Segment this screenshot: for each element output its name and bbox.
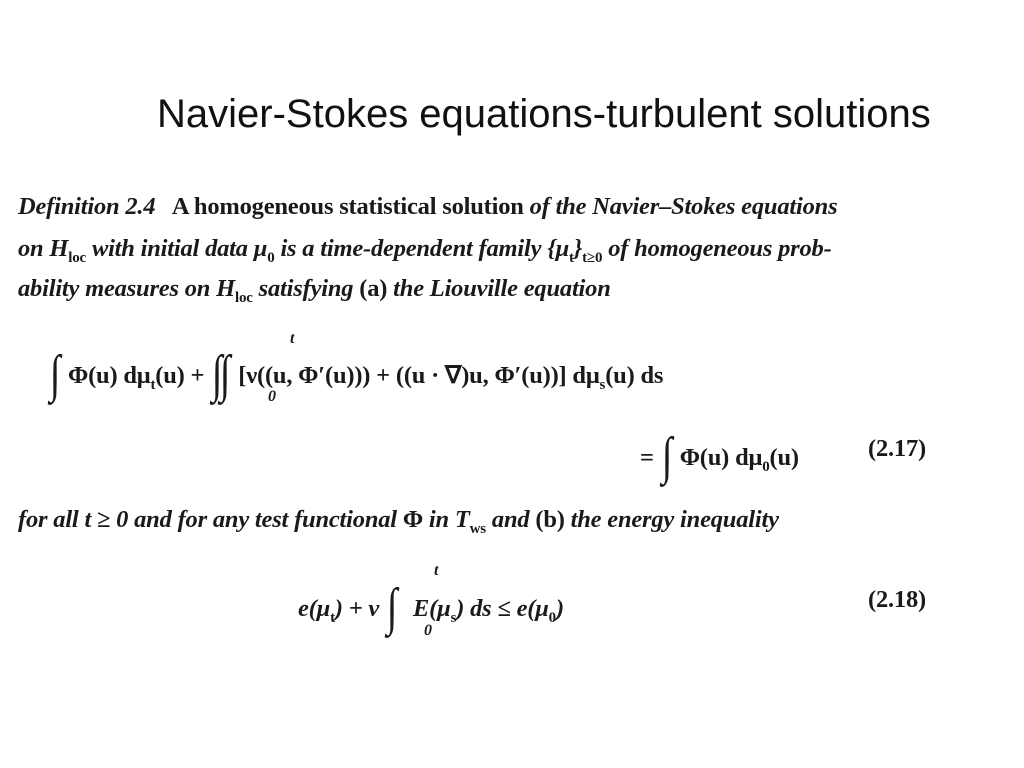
subscript: loc xyxy=(235,290,253,306)
equals-sign: = xyxy=(640,444,654,471)
equation-text: e(μ xyxy=(298,595,331,622)
equation-text: ) xyxy=(555,595,564,622)
integral-lower-limit: 0 xyxy=(268,388,276,405)
definition-text: (a) xyxy=(359,275,388,302)
definition-label: Definition 2.4 xyxy=(18,193,156,220)
body-text: and xyxy=(491,506,530,533)
definition-text: with initial data μ xyxy=(91,235,268,262)
equation-2-18 xyxy=(298,579,564,636)
body-text: (b) xyxy=(535,506,565,533)
integral-upper-limit: t xyxy=(290,330,295,347)
slide-title: Navier-Stokes equations-turbulent solutions xyxy=(157,92,931,136)
definition-text: A homogeneous statistical solution xyxy=(171,193,524,220)
body-text: Φ xyxy=(402,506,423,533)
integral-lower-limit: 0 xyxy=(424,622,432,639)
definition-text: ability measures on H xyxy=(18,275,235,302)
equation-text: Φ(u) dμ xyxy=(679,444,763,471)
equation-number: (2.18) xyxy=(868,586,926,613)
definition-text: {μ xyxy=(547,235,569,262)
equation-text: (u) xyxy=(769,444,799,471)
subscript: s xyxy=(599,377,606,393)
definition-text: on H xyxy=(18,235,69,262)
text-line-after xyxy=(18,505,779,538)
equation-text: ) + ν xyxy=(334,595,380,622)
subscript: ws xyxy=(469,521,486,537)
equation-text: (u) ds xyxy=(605,362,664,389)
equation-2-17-line-1 xyxy=(48,346,664,403)
definition-line-3 xyxy=(18,274,611,307)
integral-sign: ∫ xyxy=(386,579,398,636)
subscript: t xyxy=(330,610,335,626)
subscript: t xyxy=(569,250,574,266)
body-text: T xyxy=(454,506,470,533)
integral-sign: ∫ xyxy=(212,346,223,403)
subscript: 0 xyxy=(267,250,275,266)
subscript: loc xyxy=(68,250,86,266)
definition-text: of the Navier–Stokes equations xyxy=(529,193,838,220)
definition-text: of homogeneous prob- xyxy=(608,235,832,262)
body-text: the energy inequality xyxy=(570,506,779,533)
body-text: for all t ≥ 0 and for any test functional xyxy=(18,506,397,533)
integral-sign: ∫ xyxy=(220,346,231,403)
integral-upper-limit: t xyxy=(434,562,439,579)
equation-text: (u) + xyxy=(155,362,205,389)
equation-text: E(μ xyxy=(413,595,451,622)
subscript: t≥0 xyxy=(582,250,603,266)
definition-text: } xyxy=(573,235,583,262)
definition-text: is a time-dependent family xyxy=(280,235,542,262)
integral-sign: ∫ xyxy=(661,428,672,485)
body-text: in xyxy=(428,506,449,533)
subscript: t xyxy=(150,377,156,393)
definition-text: satisfying xyxy=(258,275,354,302)
equation-number: (2.17) xyxy=(868,435,926,462)
integral-sign: ∫ xyxy=(49,346,61,403)
definition-line-1 xyxy=(18,192,837,222)
definition-line-2 xyxy=(18,234,832,267)
subscript: 0 xyxy=(548,610,556,626)
equation-text: [ν((u, Φ′(u))) + ((u · ∇)u, Φ′(u))] dμ xyxy=(238,362,600,389)
equation-text: ) ds ≤ e(μ xyxy=(456,595,549,622)
definition-text: the Liouville equation xyxy=(393,275,611,302)
subscript: s xyxy=(450,610,457,626)
equation-2-17-line-2 xyxy=(640,428,799,485)
equation-text: Φ(u) dμ xyxy=(67,362,151,389)
subscript: 0 xyxy=(762,459,770,475)
